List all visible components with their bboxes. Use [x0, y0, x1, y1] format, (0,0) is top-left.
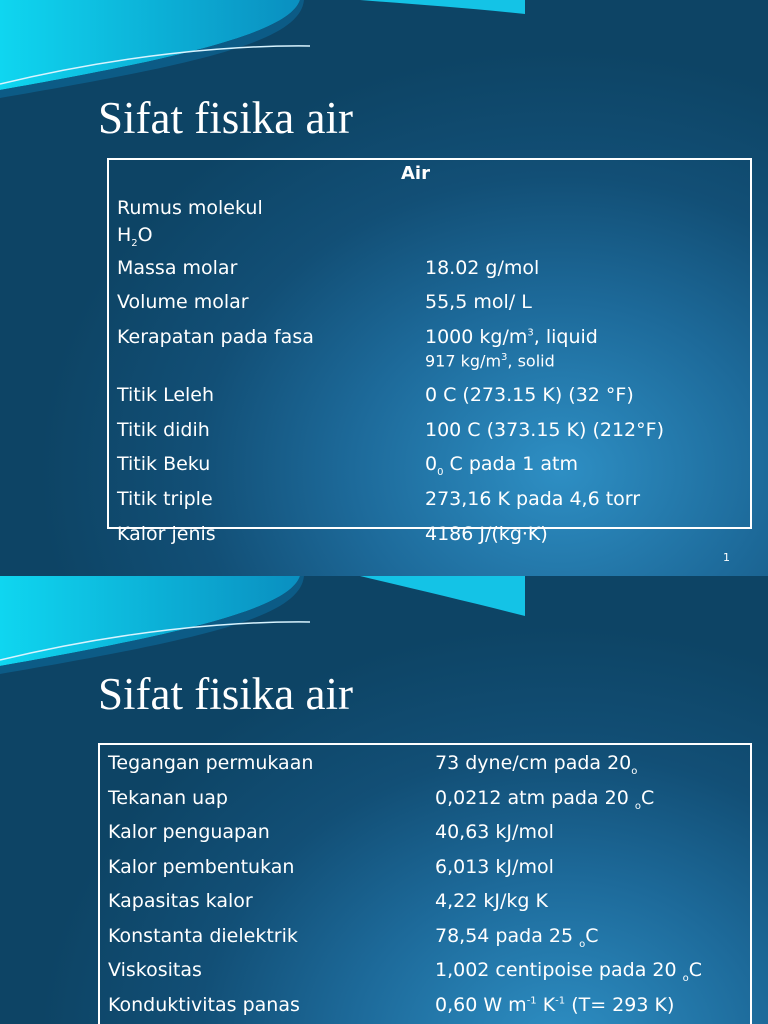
density-liquid: 1000 $kg/m^3$, liquid	[425, 326, 598, 348]
table-header: Air	[401, 163, 430, 184]
page-number: 1	[723, 551, 730, 564]
row-label: Massa molar	[117, 257, 238, 279]
row-label: Kerapatan pada fasa	[117, 326, 314, 348]
row-label: Titik Leleh	[117, 384, 215, 406]
row-value: 6,013 kJ/mol	[435, 856, 554, 878]
row-value: 100 C (373.15 K) (212°F)	[425, 419, 664, 441]
row-label: Tegangan permukaan	[108, 752, 314, 774]
slide-title: Sifat fisika air	[98, 669, 353, 719]
slide-title: Sifat fisika air	[98, 93, 353, 143]
row-value: 0,0212 atm pada 20 $_o$C	[435, 787, 655, 812]
row-label: Titik didih	[117, 419, 210, 441]
row-label: Kapasitas kalor	[108, 890, 253, 912]
row-value: 55,5 mol/ L	[425, 291, 532, 313]
row-value: 1,002 centipoise pada 20 $_o$C	[435, 959, 702, 984]
slide-2	[0, 576, 768, 1024]
row-label: Titik triple	[117, 488, 213, 510]
row-label: Rumus molekul	[117, 197, 263, 219]
row-value: 4,22 kJ/kg K	[435, 890, 548, 912]
row-label: Konduktivitas panas	[108, 994, 300, 1016]
row-value: 78,54 pada 25 $_o$C	[435, 925, 599, 950]
row-value: 4186 J/(kg·K)	[425, 523, 548, 545]
row-label: Kalor penguapan	[108, 821, 270, 843]
row-label: Tekanan uap	[108, 787, 228, 809]
row-value: 40,63 kJ/mol	[435, 821, 554, 843]
row-label: Viskositas	[108, 959, 202, 981]
molecular-formula: $H_2O$	[117, 224, 153, 249]
row-value: 73 dyne/cm pada $20_o$	[435, 752, 638, 777]
row-value: 273,16 K pada 4,6 torr	[425, 488, 641, 510]
row-label: Volume molar	[117, 291, 249, 313]
row-value: 18.02 g/mol	[425, 257, 540, 279]
row-label: Titik Beku	[117, 453, 211, 475]
row-value: 0 C (273.15 K) (32 °F)	[425, 384, 634, 406]
freezing-point-value: $0_0$ C pada 1 atm	[425, 453, 578, 478]
row-label: Konstanta dielektrik	[108, 925, 298, 947]
row-label: Kalor jenis	[117, 523, 216, 545]
row-label: Kalor pembentukan	[108, 856, 295, 878]
density-solid: 917 $kg/m^3$, solid	[425, 351, 555, 371]
row-value: 0,60 W $m^{-1}$ $K^{-1}$ (T= 293 K)	[435, 994, 675, 1016]
